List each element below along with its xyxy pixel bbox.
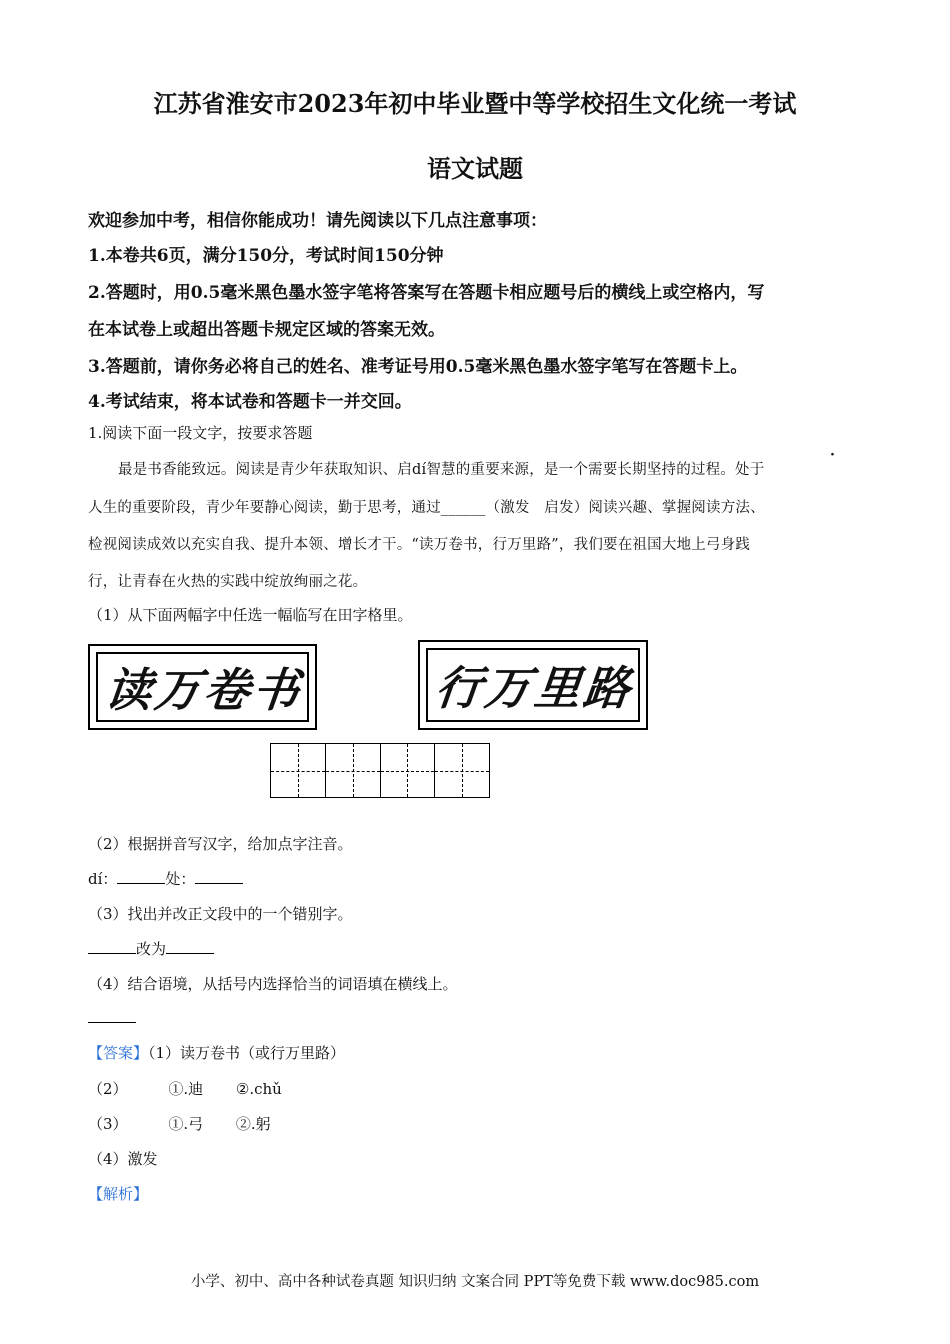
answer-1: （1）读万卷书（或行万里路）: [148, 1044, 346, 1062]
answer-3-2: ②.躬: [235, 1115, 271, 1133]
calligraphy-char: 书: [250, 663, 302, 717]
passage-line-4: 行，让青春在火热的实践中绽放绚丽之花。: [88, 574, 368, 590]
calligraphy-left: [88, 644, 317, 730]
notice-item-2b: 在本试卷上或超出答题卡规定区域的答案无效。: [88, 320, 445, 340]
notice-item-2a: 2.答题时，用0.5毫米黑色墨水签字笔将答案写在答题卡相应题号后的横线上或空格内，写: [88, 283, 765, 303]
question-1-prompt: 1.阅读下面一段文字，按要求答题: [88, 424, 313, 442]
answer-2-1: ①.迪: [168, 1080, 204, 1098]
calligraphy-right: [418, 640, 648, 730]
sub-question-4: （4）结合语境，从括号内选择恰当的词语填在横线上。: [88, 975, 458, 993]
answer-blank[interactable]: [195, 869, 243, 884]
passage-line-1: 最是书香能致远。阅读是青少年获取知识、启dí智慧的重要来源，是一个需要长期坚持的过程。处于: [118, 462, 765, 478]
answer-line-3: [88, 1113, 271, 1134]
calligraphy-char: 卷: [200, 663, 253, 717]
answer-tag: 【答案】: [88, 1044, 149, 1062]
calligraphy-char: 行: [432, 661, 485, 715]
exam-title: 江苏省淮安市2023年初中毕业暨中等学校招生文化统一考试: [153, 89, 797, 118]
answer-line-4: （4）激发: [88, 1150, 158, 1168]
passage-line-2: 人生的重要阶段，青少年要静心阅读，勤于思考，通过______（激发 启发）阅读兴趣、掌握阅读方法、: [88, 500, 765, 516]
calligraphy-char: 路: [581, 661, 633, 715]
change-label: 改为: [136, 940, 167, 958]
calligraphy-char: 万: [151, 663, 204, 717]
calligraphy-char: 里: [531, 661, 584, 715]
answer-blank[interactable]: [117, 869, 165, 884]
answer-line-2: [88, 1078, 282, 1099]
answer-2-2: ②.chǔ: [235, 1080, 282, 1098]
sub-question-3: （3）找出并改正文段中的一个错别字。: [88, 905, 353, 923]
pinyin-label: dí：: [88, 870, 118, 888]
grid-cell[interactable]: [435, 744, 489, 797]
answer-blank[interactable]: [166, 939, 214, 954]
answer-3-1: ①.弓: [168, 1115, 204, 1133]
page-footer: 小学、初中、高中各种试卷真题 知识归纳 文案合同 PPT等免费下载 www.doc985.com: [190, 1274, 760, 1290]
answer-blank[interactable]: [88, 1022, 136, 1023]
analysis-tag: 【解析】: [88, 1185, 149, 1203]
chu-label: 处：: [165, 870, 196, 888]
notice-item-4: 4.考试结束，将本试卷和答题卡一并交回。: [88, 392, 412, 412]
calligraphy-char: 读: [102, 663, 155, 717]
notice-item-1: 1.本卷共6页，满分150分，考试时间150分钟: [88, 246, 444, 266]
answer-3-label: （3）: [88, 1115, 128, 1133]
grid-cell[interactable]: [271, 744, 326, 797]
grid-cell[interactable]: [381, 744, 436, 797]
tianzige-grid[interactable]: [270, 743, 490, 798]
sub-question-1: （1）从下面两幅字中任选一幅临写在田字格里。: [88, 606, 413, 624]
answer-line-1: [88, 1042, 345, 1063]
sub-question-2: （2）根据拼音写汉字，给加点字注音。: [88, 835, 353, 853]
passage-line-3: 检视阅读成效以充实自我、提升本领、增长才干。“读万卷书，行万里路”，我们要在祖国大地上弓身践: [88, 537, 751, 553]
notice-item-3: 3.答题前，请你务必将自己的姓名、准考证号用0.5毫米黑色墨水签字笔写在答题卡上。: [88, 357, 748, 377]
emphasis-dot: ·: [830, 447, 835, 463]
sub-question-3-blanks: [88, 938, 214, 959]
exam-subtitle: 语文试题: [427, 154, 523, 183]
calligraphy-char: 万: [482, 661, 534, 715]
grid-cell[interactable]: [326, 744, 381, 797]
sub-question-2-blanks: [88, 868, 243, 889]
notice-intro: 欢迎参加中考，相信你能成功！请先阅读以下几点注意事项：: [88, 211, 547, 231]
answer-blank[interactable]: [88, 939, 136, 954]
answer-2-label: （2）: [88, 1080, 128, 1098]
